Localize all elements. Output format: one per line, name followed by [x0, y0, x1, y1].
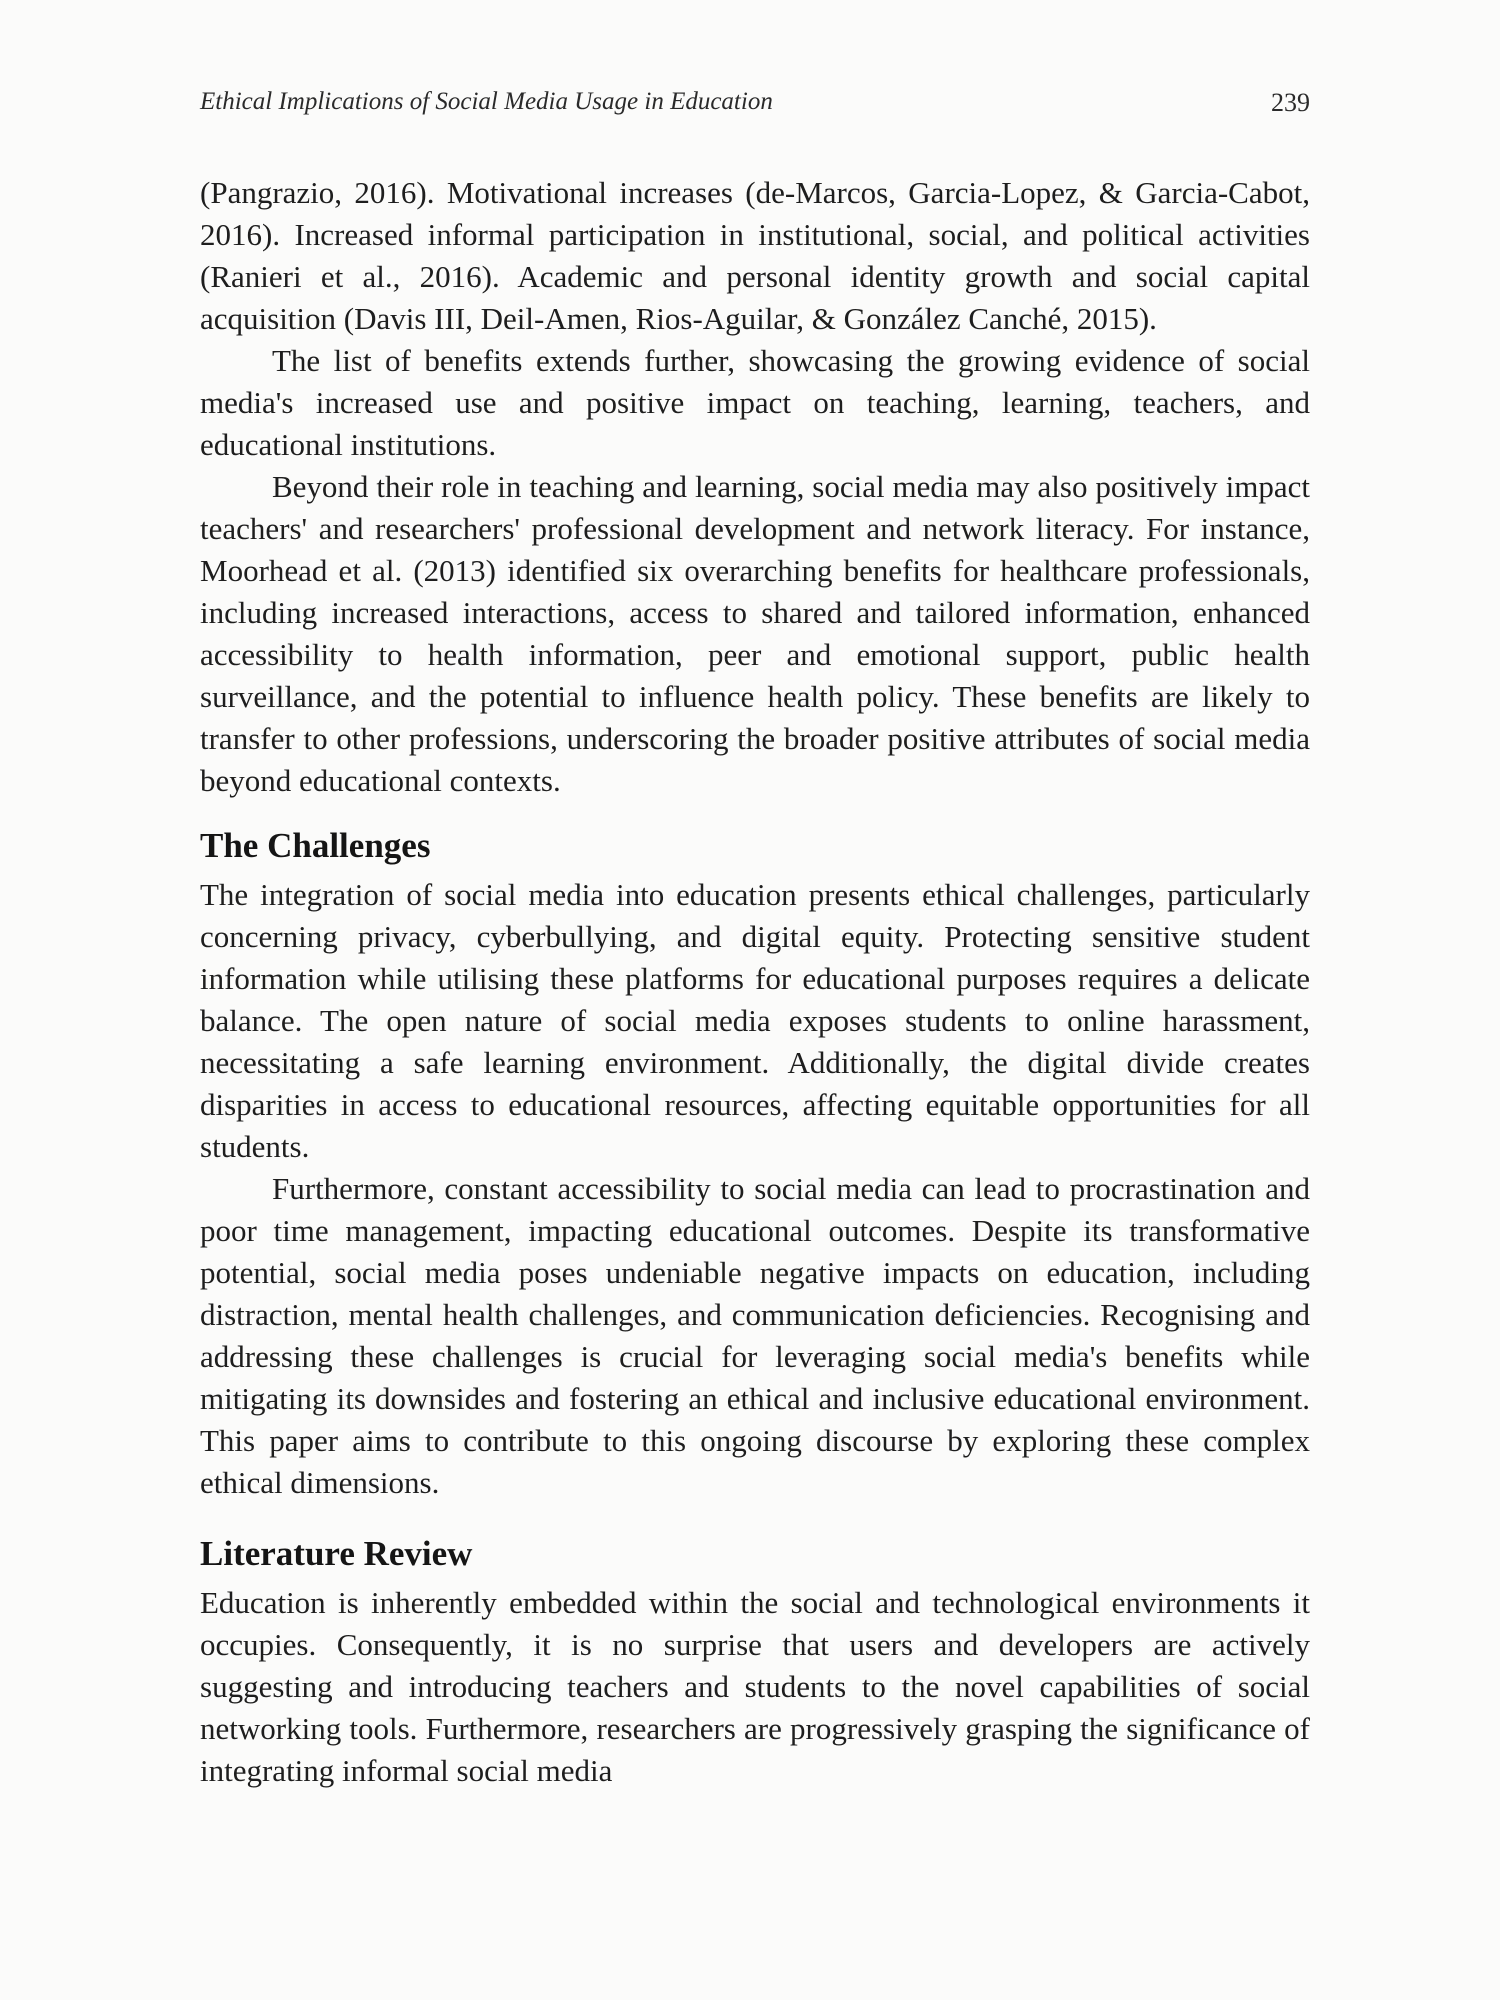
- page-number: 239: [1271, 88, 1310, 117]
- paragraph-challenges-impacts: Furthermore, constant accessibility to social media can lead to procrastination and poor time management, impacting educational outcomes. Despite its transformative potential, social media poses undeniable negative impacts on education, including distraction, mental health challenges, and communication deficiencies. Recognising and addressing these challenges is crucial for leveraging social media's benefits while mitigating its downsides and fostering an ethical and inclusive educational environment. This paper aims to contribute to this ongoing discourse by exploring these complex ethical dimensions.: [200, 1171, 1310, 1500]
- paragraph-challenges-intro: The integration of social media into education presents ethical challenges, particularly concerning privacy, cyberbullying, and digital equity. Protecting sensitive student information while utilising these platforms for educational purposes requires a delicate balance. The open nature of social media exposes students to online harassment, necessitating a safe learning environment. Additionally, the digital divide creates disparities in access to educational resources, affecting equitable opportunities for all students.: [200, 877, 1310, 1164]
- section-heading-literature-review: Literature Review: [200, 1534, 473, 1573]
- paragraph-benefits-citations: (Pangrazio, 2016). Motivational increases (de-Marcos, Garcia-Lopez, & Garcia-Cabot, 2016). Increased informal participation in institutional, social, and political activities (Ranieri et al., 2016). Academic and personal identity growth and social capital acquisition (Davis III, Deil-Amen, Rios-Aguilar, & González Canché, 2015).: [200, 175, 1310, 336]
- running-header: [200, 88, 1310, 128]
- page-body: [200, 172, 1310, 1792]
- paragraph-literature-review: Education is inherently embedded within the social and technological environments it occupies. Consequently, it is no surprise that users and developers are actively suggesting and introducing teachers and students to the novel capabilities of social networking tools. Furthermore, researchers are progressively grasping the significance of integrating informal social media: [200, 1585, 1310, 1788]
- running-title: Ethical Implications of Social Media Usage in Education: [200, 88, 773, 115]
- paragraph-benefits-list: The list of benefits extends further, showcasing the growing evidence of social media's increased use and positive impact on teaching, learning, teachers, and educational institutions.: [200, 343, 1310, 462]
- paragraph-professional-development: Beyond their role in teaching and learning, social media may also positively impact teachers' and researchers' professional development and network literacy. For instance, Moorhead et al. (2013) identified six overarching benefits for healthcare professionals, including increased interactions, access to shared and tailored information, enhanced accessibility to health information, peer and emotional support, public health surveillance, and the potential to influence health policy. These benefits are likely to transfer to other professions, underscoring the broader positive attributes of social media beyond educational contexts.: [200, 469, 1310, 798]
- section-heading-challenges: The Challenges: [200, 826, 431, 865]
